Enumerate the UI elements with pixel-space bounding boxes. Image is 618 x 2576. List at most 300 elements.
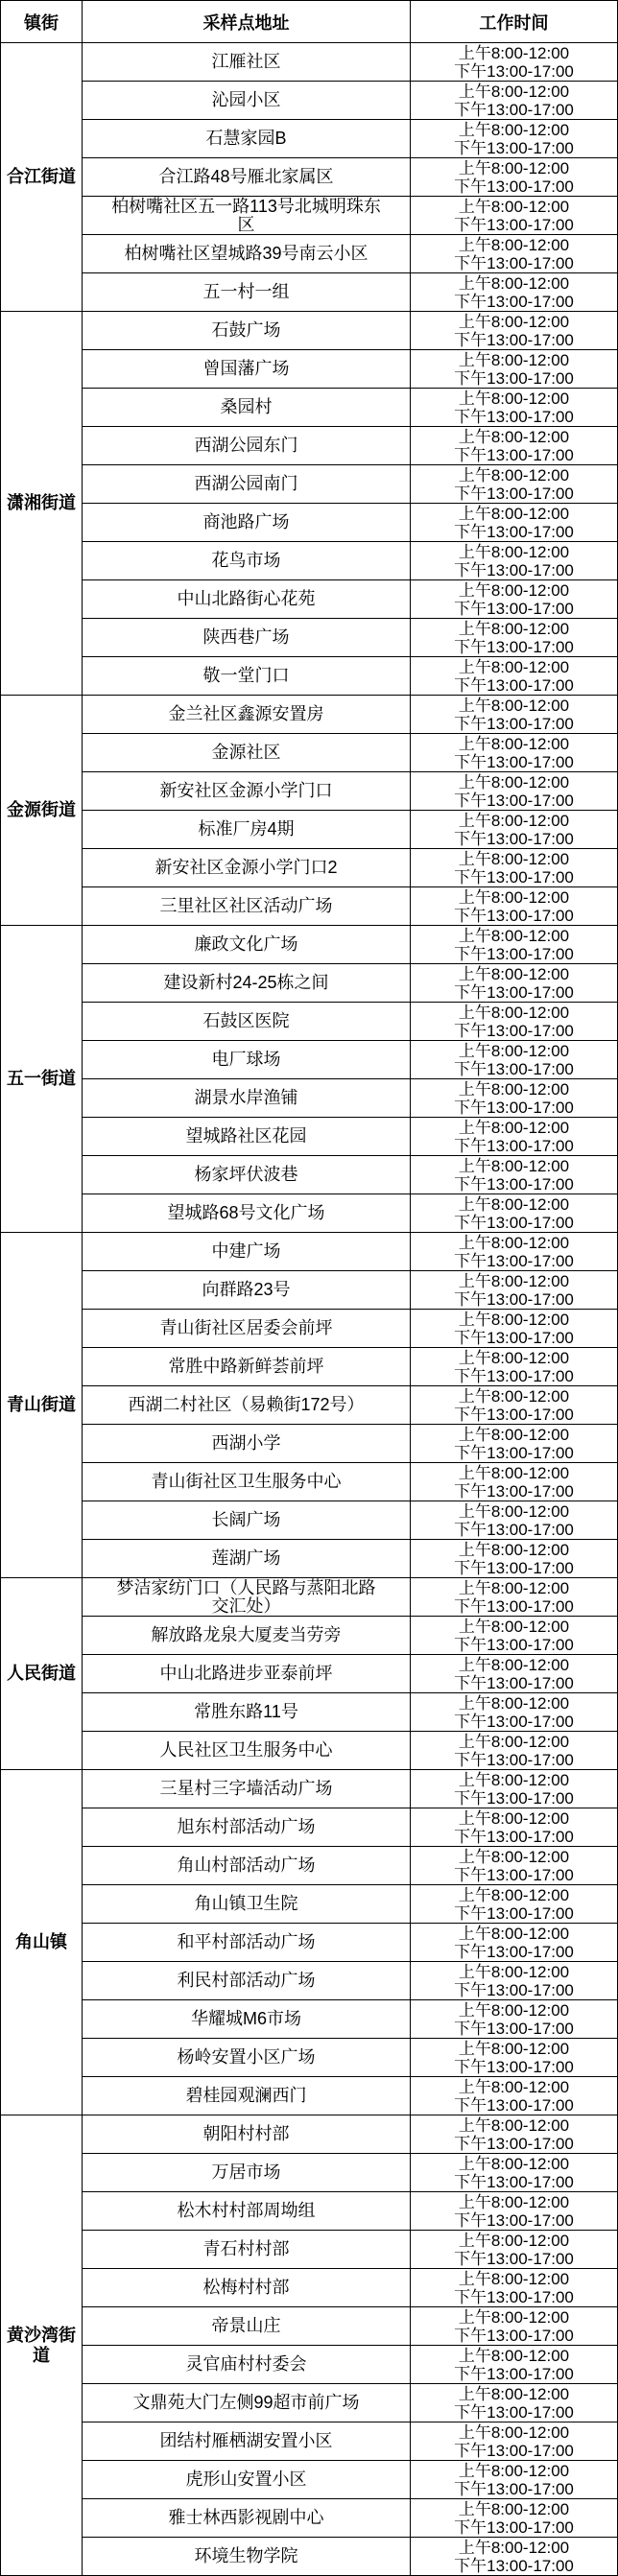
- hours-morning: 上午8:00-12:00: [458, 657, 570, 676]
- hours-afternoon: 下午13:00-17:00: [454, 867, 574, 886]
- site-address: 杨岭安置小区广场: [177, 2047, 316, 2067]
- hours-afternoon: 下午13:00-17:00: [454, 2172, 574, 2191]
- site-hours-cell: [411, 1194, 618, 1233]
- hours-morning: 上午8:00-12:00: [458, 2461, 570, 2480]
- hours-morning: 上午8:00-12:00: [458, 2039, 570, 2058]
- site-address-cell: [83, 1310, 411, 1348]
- site-hours-cell: [411, 811, 618, 849]
- hours-afternoon: 下午13:00-17:00: [454, 1558, 574, 1577]
- site-hours-cell: [411, 2115, 618, 2154]
- site-address-cell: [83, 2115, 411, 2154]
- hours-afternoon: 下午13:00-17:00: [454, 1059, 574, 1078]
- site-address: 向群路23号: [202, 1280, 291, 1299]
- site-address-cell: [83, 926, 411, 964]
- site-address: 桑园村: [220, 397, 273, 416]
- site-hours-cell: [411, 2499, 618, 2538]
- site-address: 帝景山庄: [211, 2316, 281, 2335]
- hours-morning: 上午8:00-12:00: [458, 1386, 570, 1406]
- hours-morning: 上午8:00-12:00: [458, 1079, 570, 1099]
- hours-morning: 上午8:00-12:00: [458, 1578, 570, 1597]
- hours-afternoon: 下午13:00-17:00: [454, 599, 574, 618]
- site-hours-cell: [411, 2039, 618, 2077]
- hours-afternoon: 下午13:00-17:00: [454, 407, 574, 426]
- hours-afternoon: 下午13:00-17:00: [454, 100, 574, 119]
- hours-morning: 上午8:00-12:00: [458, 273, 570, 293]
- site-hours-cell: [411, 580, 618, 619]
- site-address-cell: [83, 1655, 411, 1693]
- site-address: 杨家坪伏波巷: [194, 1165, 298, 1184]
- site-hours-cell: [411, 542, 618, 580]
- hours-morning: 上午8:00-12:00: [458, 82, 570, 101]
- hours-afternoon: 下午13:00-17:00: [454, 1405, 574, 1424]
- site-hours-cell: [411, 1003, 618, 1041]
- site-address-cell: [83, 2077, 411, 2115]
- hours-morning: 上午8:00-12:00: [458, 772, 570, 792]
- hours-morning: 上午8:00-12:00: [458, 465, 570, 484]
- district-cell: [1, 1770, 83, 2115]
- site-address-cell: [83, 2422, 411, 2461]
- hours-afternoon: 下午13:00-17:00: [454, 560, 574, 579]
- site-address: 雅士林西影视剧中心: [168, 2508, 324, 2527]
- site-hours-cell: [411, 2192, 618, 2231]
- hours-afternoon: 下午13:00-17:00: [454, 1136, 574, 1155]
- hours-afternoon: 下午13:00-17:00: [454, 1328, 574, 1347]
- site-address: 碧桂园观澜西门: [185, 2086, 307, 2105]
- site-hours-cell: [411, 734, 618, 772]
- hours-morning: 上午8:00-12:00: [458, 964, 570, 983]
- hours-afternoon: 下午13:00-17:00: [454, 944, 574, 963]
- site-address: 三里社区社区活动广场: [159, 896, 333, 915]
- site-address: 中山北路进步亚泰前坪: [159, 1664, 333, 1683]
- site-hours-cell: [411, 235, 618, 273]
- site-address: 西湖二村社区（易赖街172号）: [128, 1395, 365, 1414]
- hours-afternoon: 下午13:00-17:00: [454, 714, 574, 733]
- hours-afternoon: 下午13:00-17:00: [454, 2249, 574, 2268]
- site-hours-cell: [411, 1732, 618, 1770]
- site-address: 梦洁家纺门口（人民路与蒸阳北路交汇处）: [116, 1578, 376, 1616]
- hours-morning: 上午8:00-12:00: [458, 1732, 570, 1751]
- site-hours-cell: [411, 1693, 618, 1732]
- site-address-cell: [83, 2307, 411, 2346]
- site-hours-cell: [411, 2346, 618, 2384]
- site-address: 新安社区金源小学门口: [159, 781, 333, 800]
- hours-morning: 上午8:00-12:00: [458, 2307, 570, 2327]
- site-address-cell: [83, 1808, 411, 1847]
- site-address-cell: [83, 1732, 411, 1770]
- site-hours-cell: [411, 964, 618, 1003]
- hours-morning: 上午8:00-12:00: [458, 2384, 570, 2403]
- site-hours-cell: [411, 1578, 618, 1617]
- site-address-cell: [83, 1079, 411, 1118]
- site-address: 环境生物学院: [194, 2546, 298, 2565]
- hours-morning: 上午8:00-12:00: [458, 2231, 570, 2250]
- site-hours-cell: [411, 2422, 618, 2461]
- site-hours-cell: [411, 2269, 618, 2307]
- site-address: 常胜中路新鲜荟前坪: [168, 1357, 324, 1376]
- site-hours-cell: [411, 1540, 618, 1578]
- site-hours-cell: [411, 1041, 618, 1079]
- site-address: 西湖公园南门: [194, 474, 298, 493]
- hours-afternoon: 下午13:00-17:00: [454, 752, 574, 771]
- site-address-cell: [83, 465, 411, 504]
- hours-afternoon: 下午13:00-17:00: [454, 61, 574, 81]
- site-address: 电厂球场: [211, 1050, 281, 1069]
- site-hours-cell: [411, 2154, 618, 2192]
- site-address-cell: [83, 1271, 411, 1310]
- site-hours-cell: [411, 696, 618, 734]
- site-address-cell: [83, 1501, 411, 1540]
- site-hours-cell: [411, 1463, 618, 1501]
- hours-afternoon: 下午13:00-17:00: [454, 1213, 574, 1232]
- site-address-cell: [83, 1348, 411, 1386]
- hours-afternoon: 下午13:00-17:00: [454, 1673, 574, 1692]
- hours-afternoon: 下午13:00-17:00: [454, 1788, 574, 1808]
- hours-afternoon: 下午13:00-17:00: [454, 675, 574, 695]
- site-address-cell: [83, 619, 411, 657]
- site-address: 文鼎苑大门左侧99超市前广场: [132, 2393, 360, 2412]
- hours-afternoon: 下午13:00-17:00: [454, 484, 574, 503]
- site-hours-cell: [411, 43, 618, 82]
- site-address-cell: [83, 542, 411, 580]
- site-address-cell: [83, 772, 411, 811]
- district-cell: [1, 696, 83, 926]
- hours-afternoon: 下午13:00-17:00: [454, 2326, 574, 2345]
- site-address-cell: [83, 580, 411, 619]
- site-address-cell: [83, 197, 411, 235]
- site-address-cell: [83, 2154, 411, 2192]
- site-address-cell: [83, 887, 411, 926]
- site-address-cell: [83, 427, 411, 465]
- hours-morning: 上午8:00-12:00: [458, 2499, 570, 2518]
- district-name: 人民街道: [7, 1664, 76, 1683]
- site-hours-cell: [411, 1655, 618, 1693]
- hours-afternoon: 下午13:00-17:00: [454, 2057, 574, 2076]
- site-address-cell: [83, 849, 411, 887]
- site-address: 望城路社区花园: [185, 1126, 307, 1146]
- site-address-cell: [83, 1847, 411, 1885]
- site-address: 柏树嘴社区五一路113号北城明珠东区: [111, 197, 381, 234]
- site-address-cell: [83, 43, 411, 82]
- district-name: 角山镇: [15, 1932, 67, 1951]
- district-cell: [1, 926, 83, 1233]
- site-address: 石慧家园B: [205, 129, 287, 148]
- hours-afternoon: 下午13:00-17:00: [454, 368, 574, 388]
- site-address-cell: [83, 120, 411, 158]
- site-hours-cell: [411, 273, 618, 312]
- site-address-cell: [83, 1924, 411, 1962]
- hours-afternoon: 下午13:00-17:00: [454, 2134, 574, 2153]
- hours-morning: 上午8:00-12:00: [458, 350, 570, 369]
- site-hours-cell: [411, 1310, 618, 1348]
- site-hours-cell: [411, 158, 618, 197]
- site-address-cell: [83, 1770, 411, 1808]
- site-address-cell: [83, 2039, 411, 2077]
- hours-afternoon: 下午13:00-17:00: [454, 1750, 574, 1769]
- site-hours-cell: [411, 120, 618, 158]
- district-name: 金源街道: [7, 800, 76, 819]
- hours-afternoon: 下午13:00-17:00: [454, 791, 574, 810]
- site-address-cell: [83, 811, 411, 849]
- hours-afternoon: 下午13:00-17:00: [454, 2364, 574, 2383]
- hours-morning: 上午8:00-12:00: [458, 1770, 570, 1789]
- site-address: 敬一堂门口: [202, 666, 290, 685]
- hours-afternoon: 下午13:00-17:00: [454, 2019, 574, 2038]
- hours-afternoon: 下午13:00-17:00: [454, 1289, 574, 1309]
- header-district-label: 镇街: [24, 12, 59, 33]
- site-address: 望城路68号文化广场: [167, 1203, 325, 1222]
- site-address: 角山村部活动广场: [177, 1855, 316, 1875]
- district-cell: [1, 1578, 83, 1770]
- hours-morning: 上午8:00-12:00: [458, 2192, 570, 2211]
- hours-afternoon: 下午13:00-17:00: [454, 1251, 574, 1270]
- district-name: 合江街道: [7, 167, 76, 186]
- hours-morning: 上午8:00-12:00: [458, 1693, 570, 1713]
- hours-afternoon: 下午13:00-17:00: [454, 1903, 574, 1923]
- site-address: 青山街社区居委会前坪: [159, 1318, 333, 1337]
- hours-afternoon: 下午13:00-17:00: [454, 445, 574, 464]
- site-address: 虎形山安置小区: [185, 2470, 307, 2489]
- hours-afternoon: 下午13:00-17:00: [454, 2441, 574, 2460]
- hours-morning: 上午8:00-12:00: [458, 312, 570, 331]
- site-address: 华耀城M6市场: [190, 2009, 301, 2028]
- hours-morning: 上午8:00-12:00: [458, 887, 570, 907]
- site-address-cell: [83, 389, 411, 427]
- district-name: 五一街道: [7, 1069, 76, 1088]
- site-hours-cell: [411, 465, 618, 504]
- site-address-cell: [83, 1540, 411, 1578]
- hours-afternoon: 下午13:00-17:00: [454, 292, 574, 311]
- hours-afternoon: 下午13:00-17:00: [454, 253, 574, 272]
- hours-morning: 上午8:00-12:00: [458, 1348, 570, 1367]
- site-address-cell: [83, 1425, 411, 1463]
- header-address-label: 采样点地址: [202, 12, 290, 33]
- site-address: 灵官庙村村委会: [185, 2354, 307, 2374]
- hours-morning: 上午8:00-12:00: [458, 926, 570, 945]
- hours-morning: 上午8:00-12:00: [458, 1617, 570, 1636]
- hours-afternoon: 下午13:00-17:00: [454, 1596, 574, 1616]
- hours-morning: 上午8:00-12:00: [458, 1655, 570, 1674]
- hours-afternoon: 下午13:00-17:00: [454, 138, 574, 157]
- site-address-cell: [83, 2231, 411, 2269]
- site-address: 商池路广场: [202, 512, 290, 532]
- site-hours-cell: [411, 82, 618, 120]
- hours-morning: 上午8:00-12:00: [458, 2154, 570, 2173]
- hours-morning: 上午8:00-12:00: [458, 158, 570, 177]
- hours-morning: 上午8:00-12:00: [458, 1041, 570, 1060]
- site-hours-cell: [411, 197, 618, 235]
- hours-morning: 上午8:00-12:00: [458, 197, 570, 216]
- site-address-cell: [83, 2461, 411, 2499]
- site-hours-cell: [411, 2307, 618, 2346]
- site-hours-cell: [411, 504, 618, 542]
- site-address: 团结村雁栖湖安置小区: [159, 2431, 333, 2450]
- district-cell: [1, 1233, 83, 1578]
- site-address-cell: [83, 2346, 411, 2384]
- site-address: 青山街社区卫生服务中心: [151, 1472, 342, 1491]
- hours-afternoon: 下午13:00-17:00: [454, 1865, 574, 1884]
- hours-morning: 上午8:00-12:00: [458, 1310, 570, 1329]
- site-hours-cell: [411, 1770, 618, 1808]
- district-name: 潇湘街道: [7, 493, 76, 512]
- header-hours: [411, 1, 618, 43]
- site-address: 利民村部活动广场: [177, 1971, 316, 1990]
- site-address: 金兰社区鑫源安置房: [168, 704, 324, 723]
- site-address-cell: [83, 1463, 411, 1501]
- site-hours-cell: [411, 389, 618, 427]
- hours-afternoon: 下午13:00-17:00: [454, 2517, 574, 2537]
- site-address-cell: [83, 2499, 411, 2538]
- site-address-cell: [83, 2000, 411, 2039]
- site-address-cell: [83, 350, 411, 389]
- hours-morning: 上午8:00-12:00: [458, 696, 570, 715]
- site-address: 常胜东路11号: [194, 1702, 298, 1721]
- site-address: 合江路48号雁北家属区: [158, 167, 334, 186]
- site-address-cell: [83, 273, 411, 312]
- district-name: 黄沙湾街道: [7, 2325, 76, 2365]
- hours-morning: 上午8:00-12:00: [458, 1847, 570, 1866]
- site-hours-cell: [411, 1617, 618, 1655]
- site-address-cell: [83, 504, 411, 542]
- site-hours-cell: [411, 1808, 618, 1847]
- site-hours-cell: [411, 1271, 618, 1310]
- hours-afternoon: 下午13:00-17:00: [454, 2479, 574, 2498]
- site-hours-cell: [411, 2538, 618, 2576]
- hours-morning: 上午8:00-12:00: [458, 427, 570, 446]
- hours-afternoon: 下午13:00-17:00: [454, 1635, 574, 1654]
- site-hours-cell: [411, 1233, 618, 1271]
- site-address: 松木村村部周坳组: [177, 2201, 316, 2220]
- hours-afternoon: 下午13:00-17:00: [454, 1366, 574, 1385]
- district-cell: [1, 43, 83, 312]
- hours-morning: 上午8:00-12:00: [458, 1233, 570, 1252]
- hours-afternoon: 下午13:00-17:00: [454, 2556, 574, 2575]
- site-address: 三星村三字墙活动广场: [159, 1779, 333, 1798]
- hours-morning: 上午8:00-12:00: [458, 1194, 570, 1214]
- site-address-cell: [83, 1578, 411, 1617]
- hours-afternoon: 下午13:00-17:00: [454, 2210, 574, 2230]
- site-address-cell: [83, 1118, 411, 1156]
- hours-morning: 上午8:00-12:00: [458, 2346, 570, 2365]
- hours-morning: 上午8:00-12:00: [458, 2538, 570, 2557]
- hours-afternoon: 下午13:00-17:00: [454, 1980, 574, 1999]
- hours-afternoon: 下午13:00-17:00: [454, 1481, 574, 1501]
- hours-morning: 上午8:00-12:00: [458, 235, 570, 254]
- hours-morning: 上午8:00-12:00: [458, 580, 570, 600]
- site-hours-cell: [411, 1847, 618, 1885]
- site-address-cell: [83, 1156, 411, 1194]
- hours-morning: 上午8:00-12:00: [458, 811, 570, 830]
- site-address-cell: [83, 2192, 411, 2231]
- hours-morning: 上午8:00-12:00: [458, 1271, 570, 1290]
- site-address-cell: [83, 657, 411, 696]
- site-address: 江雁社区: [211, 52, 281, 71]
- site-address-cell: [83, 1885, 411, 1924]
- site-address-cell: [83, 1962, 411, 2000]
- site-address: 青石村村部: [202, 2239, 290, 2258]
- hours-afternoon: 下午13:00-17:00: [454, 522, 574, 541]
- hours-morning: 上午8:00-12:00: [458, 504, 570, 523]
- hours-morning: 上午8:00-12:00: [458, 1962, 570, 1981]
- hours-morning: 上午8:00-12:00: [458, 734, 570, 753]
- site-address-cell: [83, 158, 411, 197]
- site-hours-cell: [411, 350, 618, 389]
- hours-afternoon: 下午13:00-17:00: [454, 2287, 574, 2306]
- site-address-cell: [83, 1386, 411, 1425]
- site-hours-cell: [411, 619, 618, 657]
- site-address: 解放路龙泉大厦麦当劳旁: [151, 1625, 342, 1644]
- site-address: 陕西巷广场: [202, 627, 290, 647]
- hours-afternoon: 下午13:00-17:00: [454, 1443, 574, 1462]
- hours-afternoon: 下午13:00-17:00: [454, 177, 574, 196]
- hours-morning: 上午8:00-12:00: [458, 1003, 570, 1022]
- hours-morning: 上午8:00-12:00: [458, 1924, 570, 1943]
- hours-afternoon: 下午13:00-17:00: [454, 906, 574, 925]
- site-address-cell: [83, 734, 411, 772]
- site-address-cell: [83, 1233, 411, 1271]
- site-hours-cell: [411, 887, 618, 926]
- hours-morning: 上午8:00-12:00: [458, 43, 570, 62]
- hours-morning: 上午8:00-12:00: [458, 542, 570, 561]
- district-cell: [1, 2115, 83, 2576]
- site-address-cell: [83, 964, 411, 1003]
- site-hours-cell: [411, 1962, 618, 2000]
- site-address-cell: [83, 1693, 411, 1732]
- hours-afternoon: 下午13:00-17:00: [454, 1174, 574, 1193]
- hours-morning: 上午8:00-12:00: [458, 1463, 570, 1482]
- site-address: 标准厂房4期: [198, 819, 295, 839]
- site-address: 中山北路街心花苑: [177, 589, 316, 608]
- district-cell: [1, 312, 83, 696]
- site-hours-cell: [411, 1425, 618, 1463]
- site-address: 角山镇卫生院: [194, 1894, 298, 1913]
- hours-afternoon: 下午13:00-17:00: [454, 215, 574, 234]
- hours-afternoon: 下午13:00-17:00: [454, 829, 574, 848]
- hours-afternoon: 下午13:00-17:00: [454, 637, 574, 656]
- site-address: 人民社区卫生服务中心: [159, 1740, 333, 1760]
- site-hours-cell: [411, 2461, 618, 2499]
- hours-afternoon: 下午13:00-17:00: [454, 1520, 574, 1539]
- site-address: 沁园小区: [211, 90, 281, 109]
- site-address: 曾国藩广场: [202, 359, 290, 378]
- site-address: 建设新村24-25栋之间: [163, 973, 329, 992]
- site-hours-cell: [411, 1501, 618, 1540]
- site-address: 中建广场: [211, 1241, 281, 1261]
- site-address: 和平村部活动广场: [177, 1932, 316, 1951]
- site-address-cell: [83, 1041, 411, 1079]
- site-address: 西湖小学: [211, 1433, 281, 1453]
- hours-morning: 上午8:00-12:00: [458, 1118, 570, 1137]
- hours-morning: 上午8:00-12:00: [458, 619, 570, 638]
- site-address: 朝阳村村部: [202, 2124, 290, 2143]
- hours-morning: 上午8:00-12:00: [458, 1540, 570, 1559]
- site-address: 莲湖广场: [211, 1548, 281, 1568]
- hours-morning: 上午8:00-12:00: [458, 2269, 570, 2288]
- site-address-cell: [83, 82, 411, 120]
- hours-morning: 上午8:00-12:00: [458, 2000, 570, 2020]
- hours-morning: 上午8:00-12:00: [458, 1885, 570, 1904]
- hours-afternoon: 下午13:00-17:00: [454, 1942, 574, 1961]
- site-address: 新安社区金源小学门口2: [154, 858, 338, 877]
- site-address-cell: [83, 1003, 411, 1041]
- site-address: 松梅村村部: [202, 2278, 290, 2297]
- site-hours-cell: [411, 2077, 618, 2115]
- hours-morning: 上午8:00-12:00: [458, 389, 570, 408]
- site-address: 西湖公园东门: [194, 436, 298, 455]
- header-district: [1, 1, 83, 43]
- hours-morning: 上午8:00-12:00: [458, 1501, 570, 1521]
- site-hours-cell: [411, 1386, 618, 1425]
- hours-morning: 上午8:00-12:00: [458, 1425, 570, 1444]
